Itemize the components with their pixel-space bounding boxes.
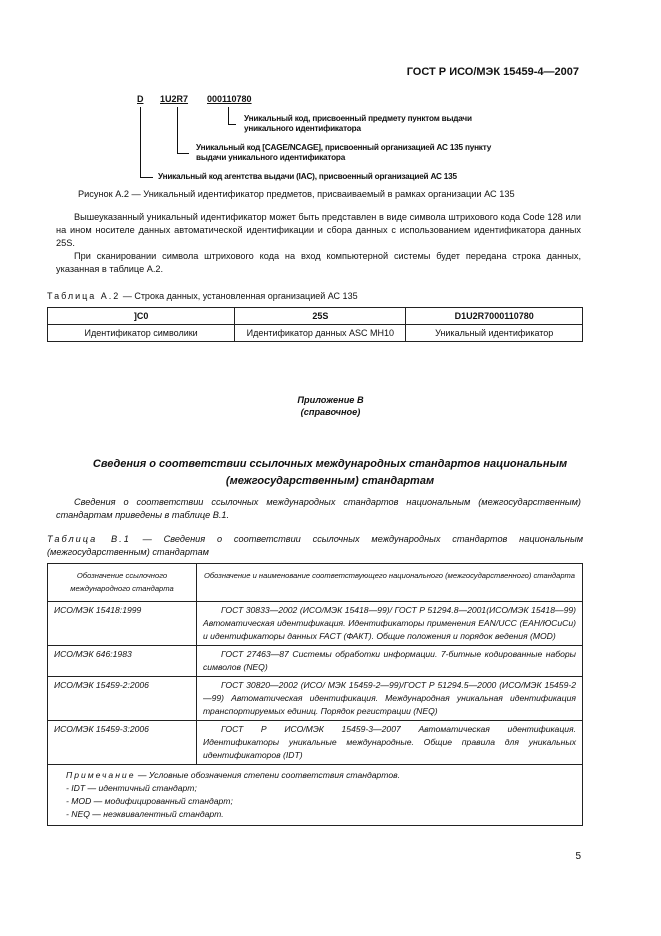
cell-reference: ИСО/МЭК 646:1983 <box>48 646 197 677</box>
table-a2-caption-prefix: Таблица А.2 <box>47 291 121 301</box>
page-number: 5 <box>575 851 581 862</box>
table-row <box>48 602 583 646</box>
table-b1-caption-prefix: Таблица В.1 <box>47 534 131 544</box>
table-b1 <box>47 563 583 826</box>
note-text: — Условные обозначения степени соответствия стандартов. <box>135 770 401 780</box>
code-part-cage: 1U2R7 <box>160 94 189 104</box>
table-cell: 25S <box>235 308 406 325</box>
note-item: - MOD — модифицированный стандарт; <box>66 796 233 806</box>
label-iac: Уникальный код агентства выдачи (IAC), присвоенный организацией АС 135 <box>158 172 457 181</box>
cell-reference: ИСО/МЭК 15418:1999 <box>48 602 197 646</box>
label-cage: Уникальный код [CAGE/NCAGE], присвоенный организацией АС 135 пункту выдачи уникального идентификатора <box>196 143 492 162</box>
note-item: - IDT — идентичный стандарт; <box>66 783 197 793</box>
table-cell: Уникальный идентификатор <box>406 325 583 342</box>
figure-caption: Рисунок А.2 — Уникальный идентификатор предметов, присваиваемый в рамках организации АС 135 <box>78 189 515 199</box>
code-part-serial: 000110780 <box>207 94 252 104</box>
cell-description <box>197 602 583 646</box>
document-header: ГОСТ Р ИСО/МЭК 15459-4—2007 <box>406 66 579 78</box>
table-note <box>48 765 583 826</box>
table-a2-caption-text: — Строка данных, установленная организацией АС 135 <box>120 291 358 301</box>
table-a2-row <box>48 325 583 342</box>
note-item: - NEQ — неэквивалентный стандарт. <box>66 809 224 819</box>
paragraph-2: При сканировании символа штрихового кода на вход компьютерной системы будет передана строка данных, указанная в таблице А.2. <box>56 251 581 274</box>
appendix-subtitle: (справочное) <box>300 407 361 417</box>
table-cell: Идентификатор символики <box>48 325 235 342</box>
table-cell: ]C0 <box>48 308 235 325</box>
col-header-national: Обозначение и наименование соответствующего национального (межгосударственного) стандарта <box>197 564 583 602</box>
cell-reference: ИСО/МЭК 15459-3:2006 <box>48 721 197 765</box>
table-row <box>48 677 583 721</box>
table-b1-caption-text: — Сведения о соответствии ссылочных международных стандартов национальным (межгосударственным) стандартам <box>47 534 583 557</box>
col-header-reference: Обозначение ссылочного международного стандарта <box>48 564 197 602</box>
cell-description-text: ГОСТ 27463—87 Системы обработки информации. 7-битные кодированные наборы символов (NEQ) <box>203 649 576 672</box>
table-a2 <box>47 307 583 342</box>
connector-cage-horizontal <box>177 153 189 154</box>
cell-description-text: ГОСТ 30820—2002 (ИСО/ МЭК 15459-2—99)/ГОСТ Р 51294.5—2000 (ИСО/МЭК 15459-2—99) Автоматическая идентификация. Международная уникальная идентификация транспортируемых единиц. Порядок регистрации (NEQ) <box>203 680 576 716</box>
appendix-title: Приложение В <box>297 395 364 405</box>
cell-description-text: ГОСТ 30833—2002 (ИСО/МЭК 15418—99)/ ГОСТ Р 51294.8—2001(ИСО/МЭК 15418—99) Автоматическая идентификация. Идентификаторы применения EAN/UCC (ЕАН/ЮСиСи) и идентификаторы данных FACT (ФАКТ). Общие положения и порядок ведения (MOD) <box>203 605 576 641</box>
table-b1-caption <box>47 533 583 559</box>
appendix-intro: Сведения о соответствии ссылочных международных стандартов национальным (межгосударственным) стандартам приведены в таблице В.1. <box>56 497 581 520</box>
table-a2-header-row <box>48 308 583 325</box>
appendix-heading: Сведения о соответствии ссылочных международных стандартов национальным (межгосударственным) стандартам <box>92 458 568 487</box>
connector-serial-vertical <box>228 107 229 124</box>
body-text <box>56 211 581 276</box>
connector-serial-horizontal <box>228 124 236 125</box>
table-cell: D1U2R7000110780 <box>406 308 583 325</box>
table-row <box>48 721 583 765</box>
paragraph-1: Вышеуказанный уникальный идентификатор может быть представлен в виде символа штрихового кода Code 128 или на ином носителе данных автоматической идентификации и сбора данных с использованием идентификатора данных 25S. <box>56 212 581 248</box>
label-serial: Уникальный код, присвоенный предмету пунктом выдачи уникального идентификатора <box>244 114 472 133</box>
cell-description-text: ГОСТ Р ИСО/МЭК 15459-3—2007 Автоматическая идентификация. Идентификаторы уникальные международные. Общие правила для уникальных идентификаторов (IDT) <box>203 724 576 760</box>
cell-description <box>197 646 583 677</box>
cell-description <box>197 721 583 765</box>
note-prefix: Примечание <box>66 770 136 780</box>
connector-iac-vertical <box>140 107 141 177</box>
table-b1-header-row <box>48 564 583 602</box>
table-note-row <box>48 765 583 826</box>
connector-cage-vertical <box>177 107 178 153</box>
note-title <box>66 769 564 782</box>
table-cell: Идентификатор данных ASC MH10 <box>235 325 406 342</box>
code-part-iac: D <box>137 94 144 104</box>
cell-reference: ИСО/МЭК 15459-2:2006 <box>48 677 197 721</box>
connector-iac-horizontal <box>140 177 153 178</box>
table-a2-caption <box>47 291 358 301</box>
cell-description <box>197 677 583 721</box>
appendix-intro-block <box>56 496 581 522</box>
table-row <box>48 646 583 677</box>
